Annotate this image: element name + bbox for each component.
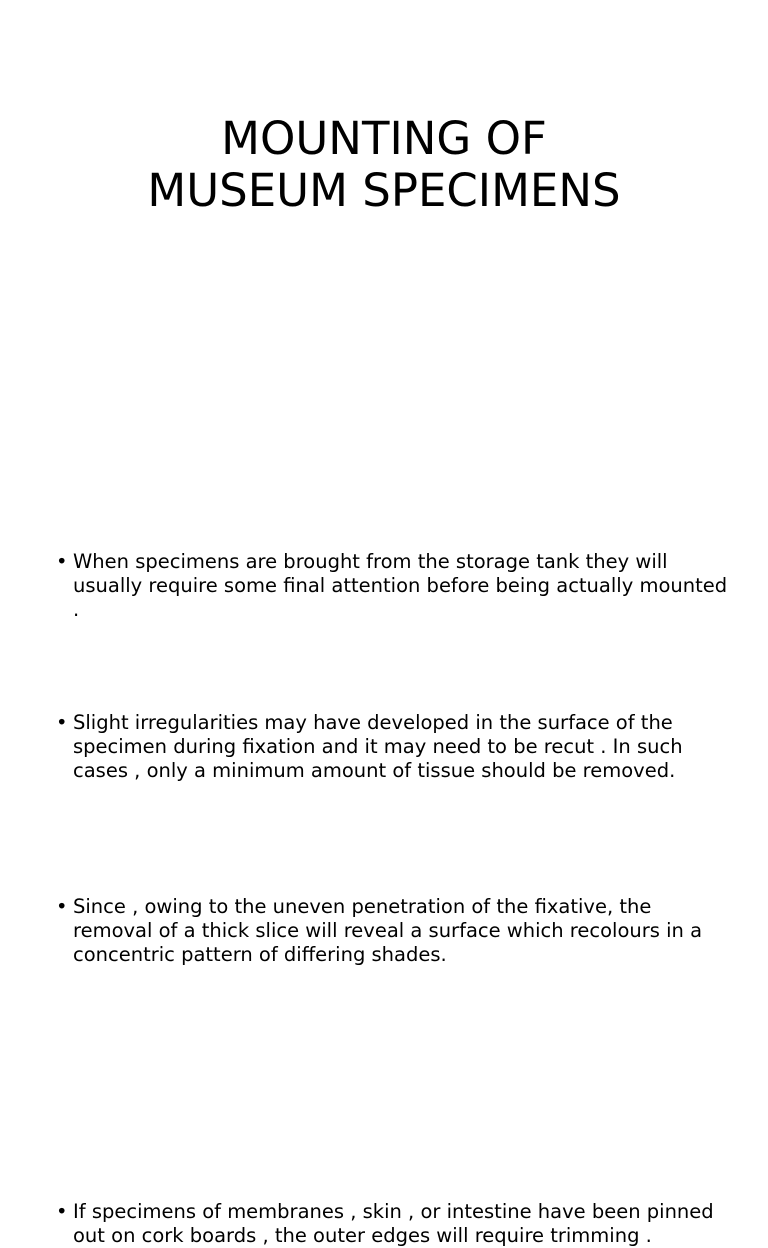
bullet-dot-icon: • [56, 550, 68, 573]
bullet-item [56, 550, 733, 622]
bullet-dot-icon: • [56, 711, 68, 734]
bullet-dot-icon: • [56, 895, 68, 918]
bullet-item [56, 1200, 733, 1248]
bullet-item [56, 895, 733, 967]
bullet-text: Slight irregularities may have developed in the surface of the specimen during fixation and it may need to be recut . In such cases , only a minimum amount of tissue should be removed. [73, 711, 683, 782]
bullet-list [56, 550, 728, 1247]
title-line-2: MUSEUM SPECIMENS [147, 164, 621, 217]
bullet-text: If specimens of membranes , skin , or intestine have been pinned out on cork boards , the outer edges will require trimming . [73, 1200, 714, 1247]
bullet-text: When specimens are brought from the storage tank they will usually require some final attention before being actually mounted . [73, 550, 728, 621]
slide-title [0, 113, 768, 217]
bullet-item [56, 711, 733, 783]
title-line-1: MOUNTING OF [221, 112, 547, 165]
bullet-dot-icon: • [56, 1200, 68, 1223]
bullet-text: Since , owing to the uneven penetration of the fixative, the removal of a thick slice will reveal a surface which recolours in a concentric pattern of differing shades. [73, 895, 703, 966]
